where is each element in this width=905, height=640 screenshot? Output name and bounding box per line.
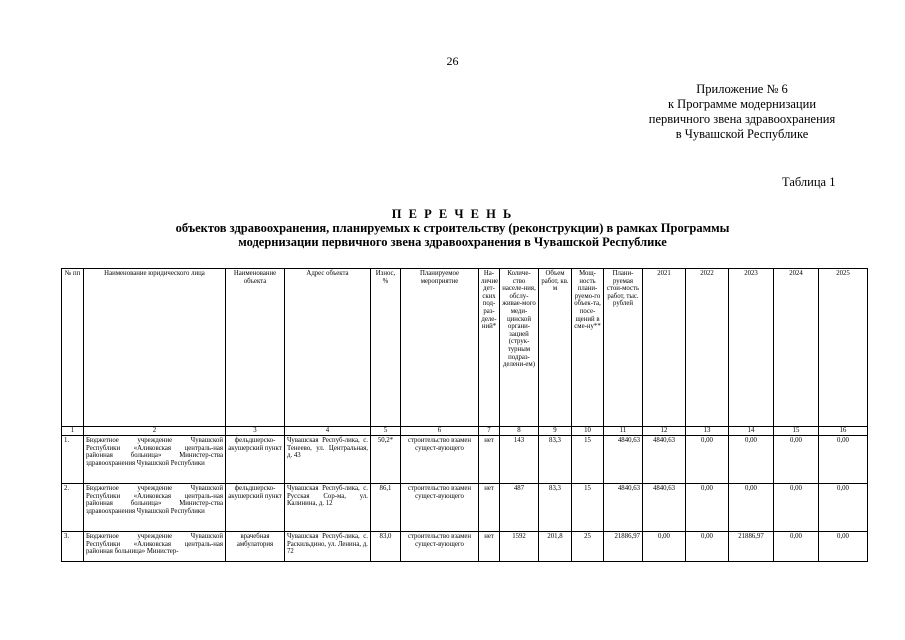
col-header-6: Планируемое мероприятие [401, 269, 479, 427]
col-header-9: Объем работ, кв. м [539, 269, 572, 427]
cell-cost: 4840,63 [604, 436, 643, 484]
cell-object: врачебная амбулатория [226, 532, 285, 562]
subtitle-line-2: модернизации первичного звена здравоохранения в Чувашской Республике [238, 235, 667, 249]
objects-table [61, 268, 868, 562]
cell-2023: 0,00 [729, 436, 774, 484]
col-number: 6 [401, 427, 479, 436]
appendix-header [612, 82, 872, 142]
col-header-8: Количе-ство населе-ния, обслу-живае-мого меди-цинской органи-зацией (струк-турным подраз-делени-ем) [500, 269, 539, 427]
cell-address: Чувашская Респуб-лика, с. Русская Сор-ма, ул. Калинина, д. 12 [285, 484, 371, 532]
cell-2023: 21886,97 [729, 532, 774, 562]
cell-wear: 50,2* [371, 436, 401, 484]
column-number-row [62, 427, 868, 436]
col-header-12: 2021 [643, 269, 686, 427]
cell-2025: 0,00 [819, 484, 868, 532]
col-number: 9 [539, 427, 572, 436]
cell-volume: 201,8 [539, 532, 572, 562]
table-row [62, 436, 868, 484]
cell-children: нет [479, 532, 500, 562]
table-header-row [62, 269, 868, 427]
col-number: 5 [371, 427, 401, 436]
cell-2025: 0,00 [819, 436, 868, 484]
page-number: 26 [446, 54, 459, 68]
cell-address: Чувашская Респуб-лика, с. Раскильдино, ул. Ленина, д. 72 [285, 532, 371, 562]
col-number: 15 [774, 427, 819, 436]
col-header-11: Плани-руемая стои-мость работ, тыс. рублей [604, 269, 643, 427]
cell-2021: 0,00 [643, 532, 686, 562]
table-label: Таблица 1 [782, 175, 836, 189]
cell-capacity: 15 [572, 484, 604, 532]
col-header-7: На-личие дет-ских под-раз-деле-ний* [479, 269, 500, 427]
col-number: 1 [62, 427, 84, 436]
col-number: 11 [604, 427, 643, 436]
cell-address: Чувашская Респуб-лика, с. Тенеево, ул. Центральная, д. 43 [285, 436, 371, 484]
cell-organization: Бюджетное учреждение Чувашской Республики «Аликовская централь-ная районная больница» Министер-ства здравоохранения Чувашской Республики [84, 484, 226, 532]
cell-organization: Бюджетное учреждение Чувашской Республики «Аликовская централь-ная районная больница» Министер-ства здравоохранения Чувашской Республики [84, 436, 226, 484]
document-title: П Е Р Е Ч Е Н Ь [391, 207, 514, 221]
cell-number: 1. [62, 436, 84, 484]
cell-2022: 0,00 [686, 484, 729, 532]
col-number: 13 [686, 427, 729, 436]
col-header-1: № пп [62, 269, 84, 427]
col-header-15: 2024 [774, 269, 819, 427]
col-number: 7 [479, 427, 500, 436]
cell-number: 2. [62, 484, 84, 532]
cell-children: нет [479, 436, 500, 484]
cell-2024: 0,00 [774, 484, 819, 532]
col-number: 16 [819, 427, 868, 436]
cell-volume: 83,3 [539, 436, 572, 484]
col-number: 3 [226, 427, 285, 436]
cell-children: нет [479, 484, 500, 532]
cell-cost: 21886,97 [604, 532, 643, 562]
cell-2021: 4840,63 [643, 436, 686, 484]
col-header-13: 2022 [686, 269, 729, 427]
col-number: 12 [643, 427, 686, 436]
col-header-14: 2023 [729, 269, 774, 427]
cell-measure: строительство взамен сущест-вующего [401, 484, 479, 532]
cell-number: 3. [62, 532, 84, 562]
cell-object: фельдшерско-акушерский пункт [226, 484, 285, 532]
col-header-5: Износ, % [371, 269, 401, 427]
appendix-line-4: в Чувашской Республике [675, 127, 809, 141]
cell-volume: 83,3 [539, 484, 572, 532]
cell-cost: 4840,63 [604, 484, 643, 532]
cell-population: 1592 [500, 532, 539, 562]
col-number: 4 [285, 427, 371, 436]
appendix-line-1: Приложение № 6 [696, 82, 788, 96]
cell-object: фельдшерско-акушерский пункт [226, 436, 285, 484]
cell-2022: 0,00 [686, 532, 729, 562]
cell-population: 143 [500, 436, 539, 484]
document-subtitle [100, 221, 805, 249]
cell-population: 487 [500, 484, 539, 532]
col-number: 8 [500, 427, 539, 436]
cell-2021: 4840,63 [643, 484, 686, 532]
appendix-line-3: первичного звена здравоохранения [648, 112, 836, 126]
cell-2024: 0,00 [774, 436, 819, 484]
cell-organization: Бюджетное учреждение Чувашской Республики «Аликовская централь-ная районная больница» Министер- [84, 532, 226, 562]
cell-2024: 0,00 [774, 532, 819, 562]
col-number: 10 [572, 427, 604, 436]
col-header-4: Адрес объекта [285, 269, 371, 427]
cell-2025: 0,00 [819, 532, 868, 562]
cell-capacity: 15 [572, 436, 604, 484]
col-number: 2 [84, 427, 226, 436]
col-header-10: Мощ-ность плани-руемо-го объек-та, посе-щений в сме-ну** [572, 269, 604, 427]
cell-measure: строительство взамен сущест-вующего [401, 436, 479, 484]
cell-2022: 0,00 [686, 436, 729, 484]
subtitle-line-1: объектов здравоохранения, планируемых к строительству (реконструкции) в рамках Программы [175, 221, 730, 235]
cell-wear: 83,0 [371, 532, 401, 562]
col-number: 14 [729, 427, 774, 436]
col-header-16: 2025 [819, 269, 868, 427]
col-header-2: Наименование юридического лица [84, 269, 226, 427]
table-row [62, 532, 868, 562]
cell-2023: 0,00 [729, 484, 774, 532]
cell-capacity: 25 [572, 532, 604, 562]
col-header-3: Наименование объекта [226, 269, 285, 427]
appendix-line-2: к Программе модернизации [667, 97, 817, 111]
cell-measure: строительство взамен сущест-вующего [401, 532, 479, 562]
cell-wear: 86,1 [371, 484, 401, 532]
table-row [62, 484, 868, 532]
